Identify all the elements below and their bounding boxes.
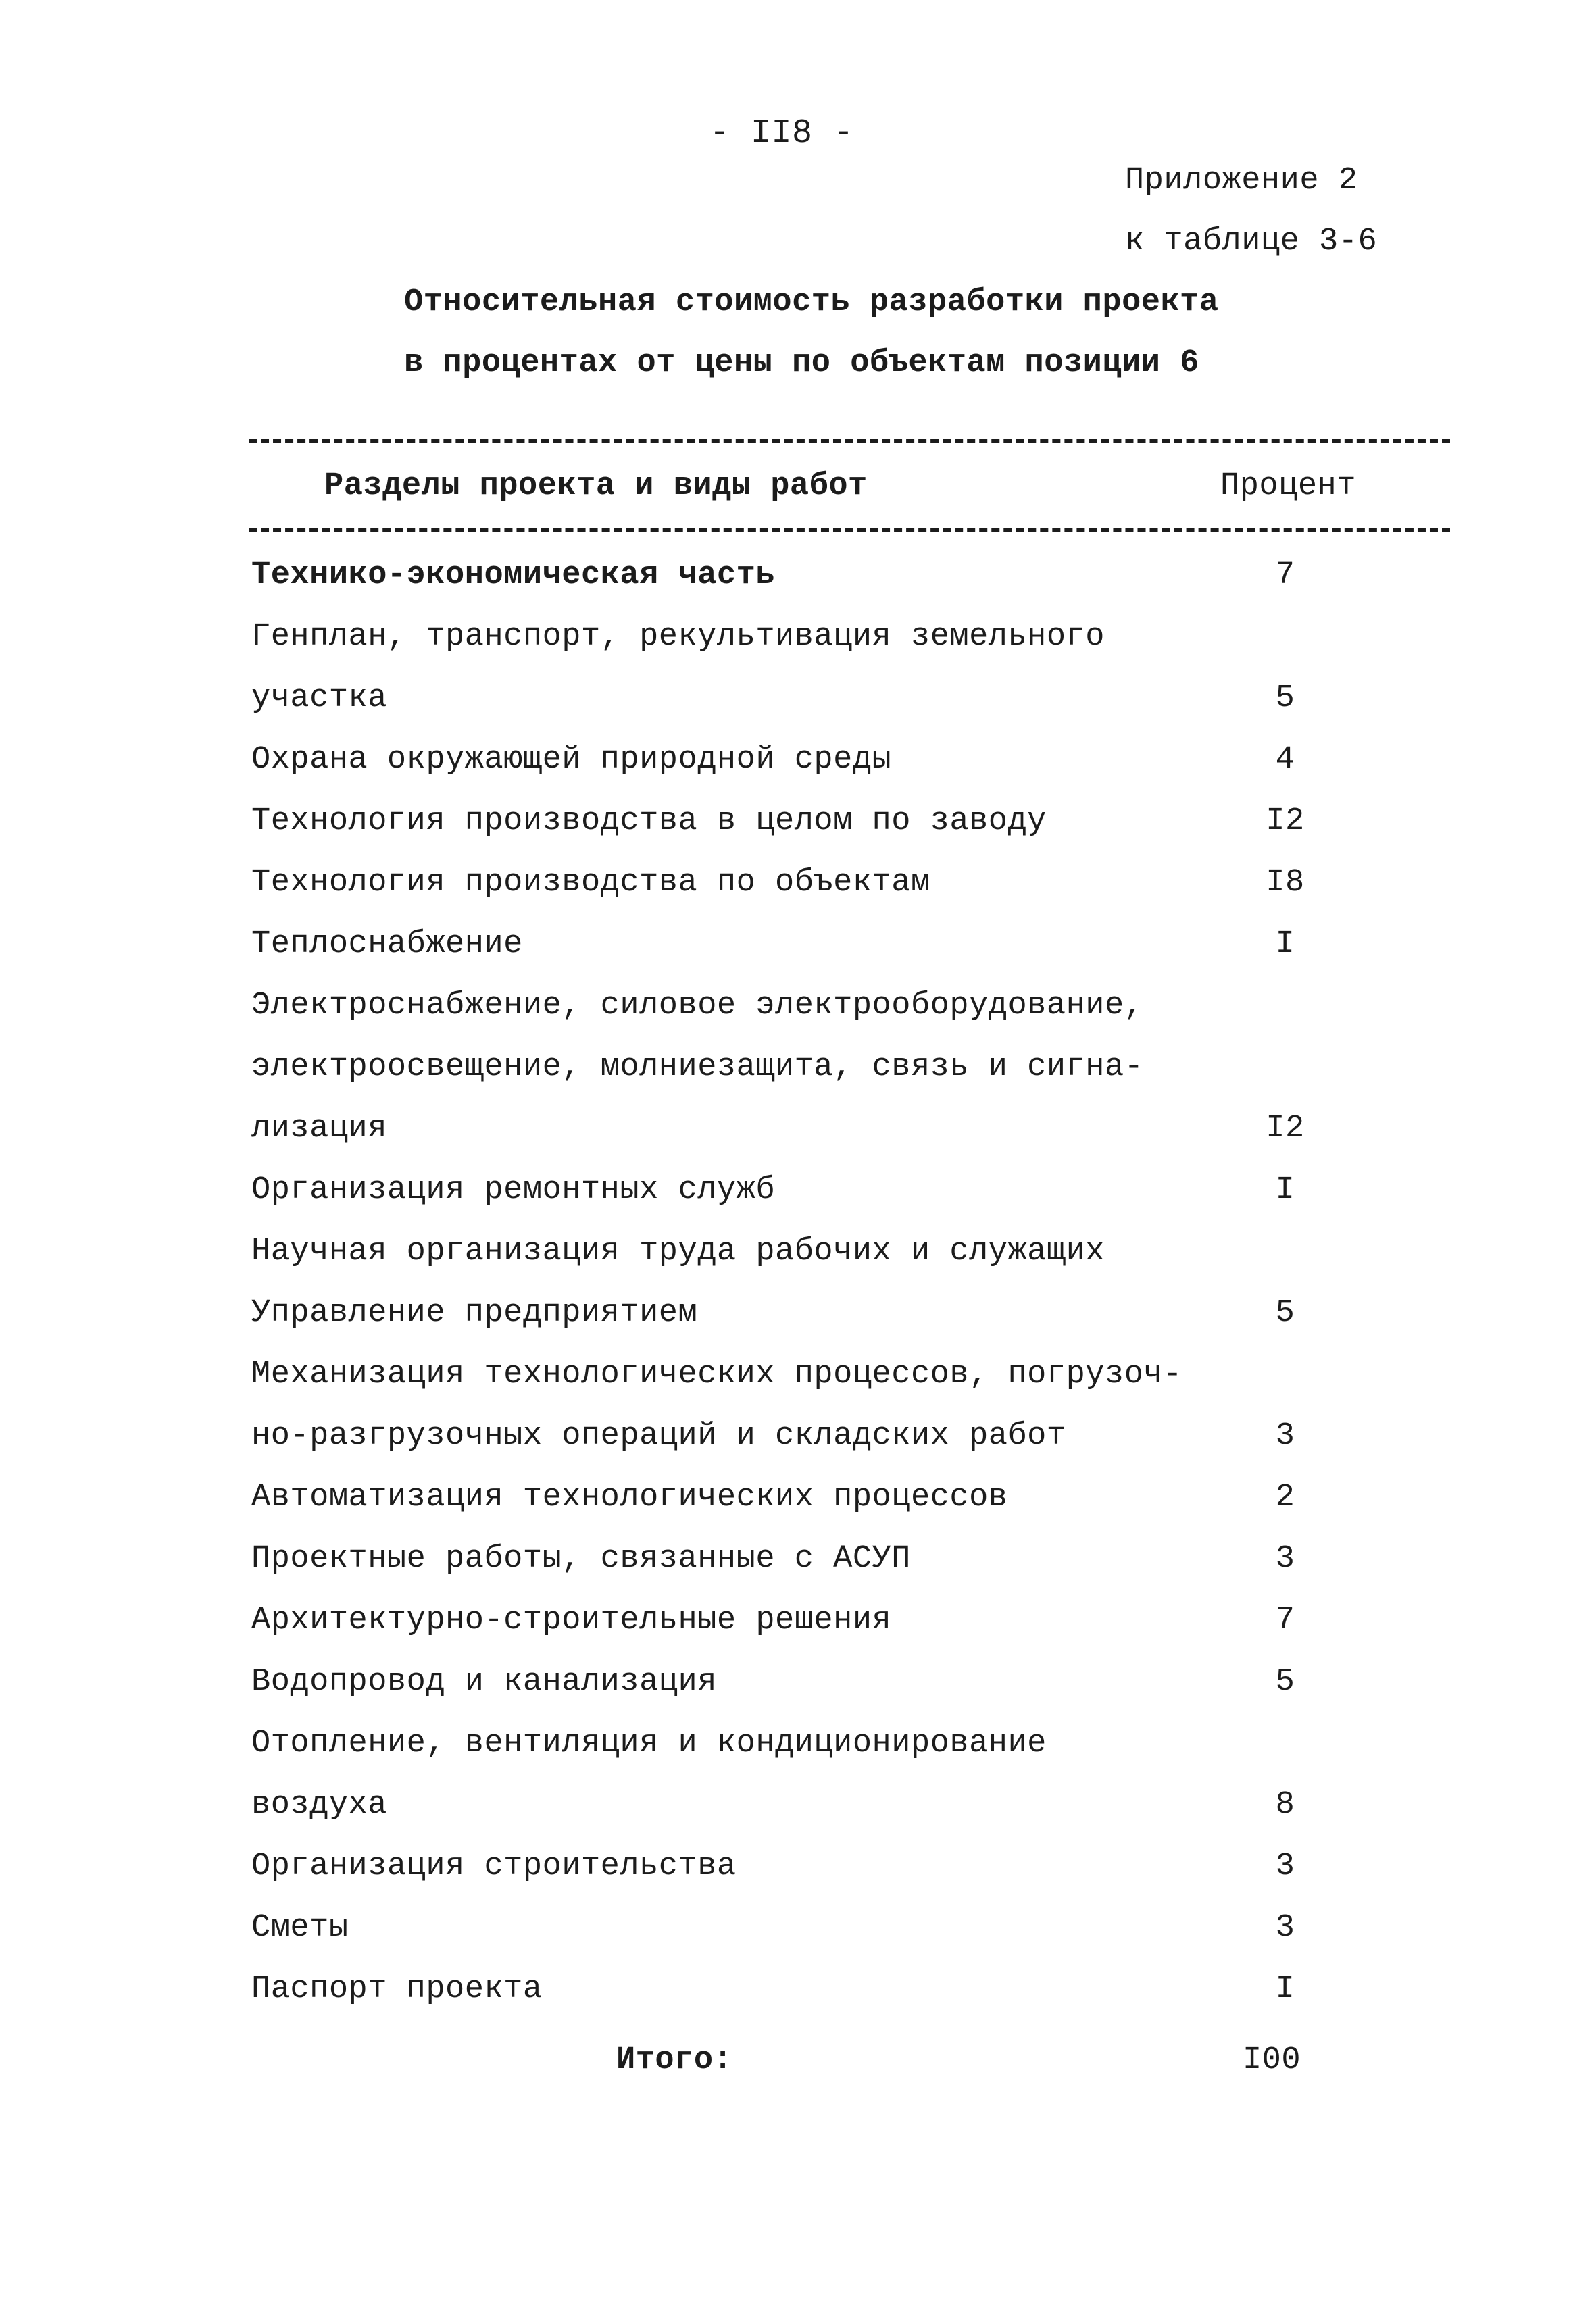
table-row-text: Генплан, транспорт, рекультивация земельного	[251, 619, 1105, 655]
total-label: Итого:	[616, 2042, 733, 2078]
table-row-value: 3	[1275, 1418, 1295, 1454]
table-row-value: 5	[1275, 680, 1295, 716]
table-row-text: Автоматизация технологических процессов	[251, 1480, 1008, 1515]
page-number: - II8 -	[709, 114, 854, 153]
appendix-reference: к таблице 3-6	[1125, 224, 1378, 259]
table-row-text: Охрана окружающей природной среды	[251, 742, 892, 778]
table-row-text: Проектные работы, связанные с АСУП	[251, 1541, 911, 1577]
table-row-value: 4	[1275, 742, 1295, 778]
table-top-divider	[249, 439, 1450, 443]
table-row-value: 5	[1275, 1295, 1295, 1331]
table-row-text: Теплоснабжение	[251, 926, 523, 962]
table-row-value: I	[1275, 1172, 1295, 1208]
table-row-value: 3	[1275, 1541, 1295, 1577]
table-row-value: 2	[1275, 1480, 1295, 1515]
table-row-text: Организация ремонтных служб	[251, 1172, 776, 1208]
table-row-value: I2	[1266, 1111, 1305, 1147]
table-row-text: электроосвещение, молниезащита, связь и сигна-	[251, 1049, 1144, 1085]
appendix-label: Приложение 2	[1125, 163, 1358, 199]
table-row-value: 3	[1275, 1910, 1295, 1946]
table-row-value: I8	[1266, 865, 1305, 901]
table-row-text: Паспорт проекта	[251, 1971, 543, 2007]
table-row-text: Электроснабжение, силовое электрооборудование,	[251, 988, 1144, 1024]
document-subtitle: в процентах от цены по объектам позиции 6	[404, 345, 1199, 381]
table-row-value: I2	[1266, 803, 1305, 839]
table-row-text: участка	[251, 680, 387, 716]
table-row-value: I	[1275, 926, 1295, 962]
table-row-text: Организация строительства	[251, 1848, 737, 1884]
table-row-value: 8	[1275, 1787, 1295, 1823]
document-title: Относительная стоимость разработки проекта	[404, 284, 1219, 320]
table-row-text: Сметы	[251, 1910, 349, 1946]
table-row-text: Архитектурно-строительные решения	[251, 1603, 892, 1638]
table-row-text: Технология производства в целом по заводу	[251, 803, 1047, 839]
table-row-value: 7	[1275, 557, 1295, 593]
table-row-text: Технико-экономическая часть	[251, 557, 776, 593]
table-header-divider	[249, 528, 1450, 532]
table-row-text: воздуха	[251, 1787, 387, 1823]
table-row-text: но-разгрузочных операций и складских работ	[251, 1418, 1066, 1454]
column-header-percent: Процент	[1220, 468, 1356, 504]
table-row-value: 7	[1275, 1603, 1295, 1638]
table-row-text: Технология производства по объектам	[251, 865, 930, 901]
table-row-text: лизация	[251, 1111, 387, 1147]
table-row-value: 5	[1275, 1664, 1295, 1700]
table-row-text: Механизация технологических процессов, погрузоч-	[251, 1357, 1182, 1392]
table-row-value: 3	[1275, 1848, 1295, 1884]
table-row-text: Водопровод и канализация	[251, 1664, 717, 1700]
table-row-value: I	[1275, 1971, 1295, 2007]
column-header-sections: Разделы проекта и виды работ	[324, 468, 868, 504]
table-row-text: Отопление, вентиляция и кондиционирование	[251, 1726, 1047, 1761]
total-value: I00	[1242, 2042, 1301, 2078]
table-row-text: Научная организация труда рабочих и служащих	[251, 1234, 1105, 1269]
table-row-text: Управление предприятием	[251, 1295, 698, 1331]
